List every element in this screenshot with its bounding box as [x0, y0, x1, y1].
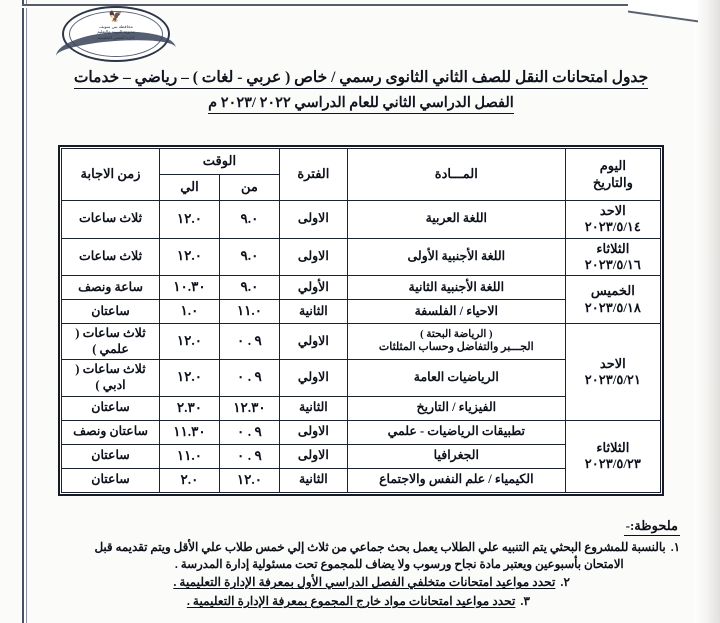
cell-subject: الفيزياء / التاريخ [347, 396, 565, 420]
cell-subject: الرياضيات العامة [347, 360, 565, 396]
cell-time-to: ١١.٣٠ [160, 420, 220, 444]
note-item [38, 574, 680, 592]
table-row [62, 324, 661, 360]
cell-time-from: ٩.٠ [219, 238, 279, 276]
cell-day-date [565, 238, 660, 276]
day-name: الثلاثاء [596, 240, 630, 256]
day-name: الثلاثاء [596, 439, 630, 455]
table-row [62, 238, 661, 276]
note-index: ٣. [520, 593, 530, 608]
note-line: الامتحان بأسبوعين ويعتبر مادة نجاح ورسوب ولا يضاف للمجموع تحت مسئولية إدارة المدرسة . [174, 557, 624, 572]
cell-time-to: ١٢.٠ [160, 238, 220, 276]
cell-duration: ساعتان [62, 444, 160, 468]
cell-subject: الاحياء / الفلسفة [347, 300, 565, 324]
cell-period: الثانية [279, 468, 347, 492]
schedule-table-container [58, 145, 664, 496]
page-left-border [22, 0, 27, 623]
cell-day-date [565, 276, 660, 324]
page-subtitle: الفصل الدراسي الثاني للعام الدراسي ٢٠٢٢ /٢٠٢٣ م [208, 95, 514, 114]
cell-period: الاولى [279, 201, 347, 239]
cell-duration: ساعتان ونصف [62, 420, 160, 444]
column-header-day-date [565, 149, 660, 201]
cell-duration: ثلاث ساعات [62, 238, 160, 276]
day-date: ٢٠٢٣/٥/١٤ [584, 219, 641, 235]
day-name: الاحد [599, 355, 626, 371]
column-header-day-date-line2: والتاريخ [592, 174, 633, 190]
cell-time-to: ١٢.٠ [160, 324, 220, 360]
cell-time-to: ١.٠ [160, 300, 220, 324]
column-header-time: الوقت [160, 149, 280, 175]
cell-time-from: ٩.٠ [219, 276, 279, 300]
note-body [38, 539, 666, 573]
cell-duration: ثلاث ساعات [62, 201, 160, 239]
cell-period: الاولي [279, 360, 347, 396]
cell-period: الأولي [279, 276, 347, 300]
cell-subject: تطبيقات الرياضيات - علمي [347, 420, 565, 444]
note-item [38, 539, 680, 573]
cell-duration: ساعتان [62, 396, 160, 420]
cell-time-to: ٢.٣٠ [160, 396, 220, 420]
cell-time-to: ١٠.٣٠ [160, 276, 220, 300]
notes-section [38, 517, 680, 612]
table-row [62, 276, 661, 300]
cell-subject: اللغة العربية [347, 201, 565, 239]
cell-subject [347, 324, 565, 360]
cell-period: الثانية [279, 396, 347, 420]
notes-heading: ملحوظة:- [624, 518, 680, 536]
note-body [38, 593, 515, 611]
note-index: ٢. [560, 575, 570, 590]
cell-duration: ثلاث ساعات ( ادبي ) [62, 360, 160, 396]
note-line: تحدد مواعيد امتحانات متخلفي الفصل الدراسي الأول بمعرفة الإدارة التعليمية . [173, 575, 556, 590]
table-header-row-1 [62, 149, 661, 175]
note-item [38, 593, 680, 611]
cell-time-to: ١١.٠ [160, 444, 220, 468]
cell-time-from: ٩ . ٠ [219, 324, 279, 360]
note-body [38, 574, 555, 592]
page-right-scan-edge [694, 0, 720, 623]
table-header [62, 149, 661, 201]
day-date: ٢٠٢٣/٥/٢١ [584, 371, 641, 387]
day-name: الخميس [590, 283, 635, 299]
cell-subject-line2: الجـــبر والتفاضل وحساب المثلثات [378, 341, 534, 354]
cell-period: الاولى [279, 420, 347, 444]
cell-time-to: ١٢.٠ [160, 201, 220, 239]
cell-day-date [565, 420, 660, 492]
exam-schedule-table [61, 148, 661, 493]
cell-time-from: ١٢.٣٠ [219, 396, 279, 420]
cell-time-to: ١٢.٠ [160, 360, 220, 396]
cell-period: الثانية [279, 300, 347, 324]
column-header-time-to: الي [160, 175, 220, 201]
seal-line-administration: ادارة الفشن التعليمية [97, 34, 135, 40]
table-row [62, 201, 661, 239]
note-line: بالنسبة للمشروع البحثي يتم التنبيه علي الطلاب يعمل بحث جماعي من ثلاث إلي خمس طلاب علي الأقل ويتم تقديمه قبل [94, 540, 666, 554]
document-headings [30, 68, 692, 114]
day-date: ٢٠٢٣/٥/١٦ [584, 256, 641, 272]
cell-subject-line1: ( الرياضة البحتة ) [420, 329, 493, 341]
column-header-time-from: من [219, 175, 279, 201]
note-index: ١. [670, 540, 680, 554]
cell-time-from: ٩ . ٠ [219, 444, 279, 468]
table-body [62, 201, 661, 493]
cell-duration: ساعتان [62, 468, 160, 492]
cell-time-from: ١٢.٠ [219, 468, 279, 492]
column-header-subject: المـــادة [347, 149, 565, 201]
cell-subject: اللغة الأجنبية الثانية [347, 276, 565, 300]
seal-line-directorate: مديرية التربية والتعليم [97, 29, 135, 35]
day-date: ٢٠٢٣/٥/١٨ [584, 299, 641, 315]
seal-text-block [62, 24, 170, 40]
cell-time-from: ٩.٠ [219, 201, 279, 239]
cell-period: الاولى [279, 444, 347, 468]
cell-duration: ساعة ونصف [62, 276, 160, 300]
cell-time-to: ٢.٠ [160, 468, 220, 492]
cell-time-from: ٩ . ٠ [219, 420, 279, 444]
day-name: الاحد [599, 203, 626, 218]
cell-period: الاولي [279, 324, 347, 360]
day-date: ٢٠٢٣/٥/٢٣ [584, 456, 641, 471]
table-row [62, 420, 661, 444]
note-line: تحدد مواعيد امتحانات مواد خارج المجموع بمعرفة الإدارة التعليمية . [186, 593, 516, 608]
seal-graphic [62, 6, 170, 62]
column-header-day-date-line1: اليوم [599, 158, 626, 174]
eagle-emblem-icon: 🦅 [108, 11, 123, 23]
cell-period: الاولى [279, 238, 347, 276]
column-header-duration: زمن الاجابة [62, 149, 160, 201]
cell-duration: ثلاث ساعات ( علمي ) [62, 324, 160, 360]
column-header-period: الفترة [279, 149, 347, 201]
cell-time-from: ٩ . ٠ [219, 360, 279, 396]
cell-duration: ساعتان [62, 300, 160, 324]
page-content [30, 0, 692, 623]
cell-subject: الكيمياء / علم النفس والاجتماع [347, 468, 565, 492]
cell-subject: اللغة الأجنبية الأولى [347, 238, 565, 276]
cell-day-date [565, 201, 660, 239]
cell-subject: الجغرافيا [347, 444, 565, 468]
page-title: جدول امتحانات النقل للصف الثاني الثانوى رسمي / خاص ( عربي - لغات ) – رياضي – خدمات [74, 68, 648, 89]
cell-time-from: ١١.٠ [219, 300, 279, 324]
seal-line-governorate: محافظة بني سويف [99, 24, 133, 29]
official-seal [62, 6, 170, 62]
cell-day-date [565, 324, 660, 421]
